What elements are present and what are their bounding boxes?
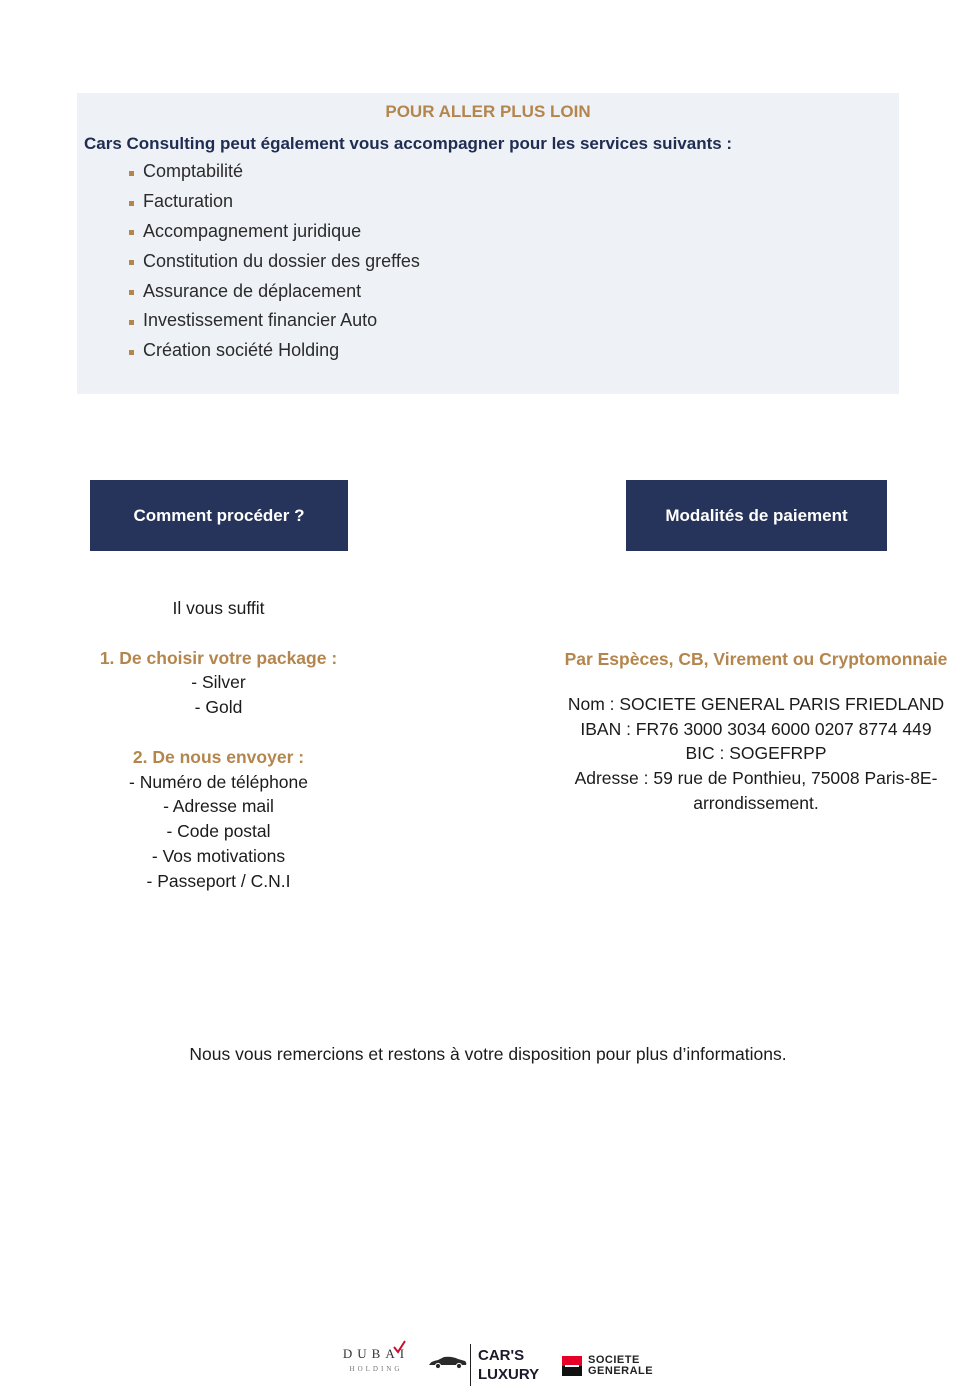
list-item: - Numéro de téléphone: [129, 771, 308, 792]
list-item: Constitution du dossier des greffes: [129, 246, 420, 276]
services-list: [129, 157, 420, 366]
step1-title: 1. De choisir votre package :: [99, 647, 338, 668]
bank-iban: IBAN : FR76 3000 3034 6000 0207 8774 449: [580, 718, 932, 739]
car-icon: [428, 1354, 468, 1370]
partner-logos: [330, 1340, 670, 1388]
closing-message: Nous vous remercions et restons à votre disposition pour plus d’informations.: [189, 1044, 787, 1064]
payment-section: [552, 647, 960, 816]
services-title: POUR ALLER PLUS LOIN: [385, 102, 591, 121]
how-to-proceed-button[interactable]: Comment procéder ?: [90, 480, 348, 551]
dubai-holding-logo: DUBAI HOLDING: [336, 1346, 416, 1373]
bank-bic: BIC : SOGEFRPP: [685, 743, 827, 764]
list-item: Comptabilité: [129, 157, 420, 187]
list-item: Facturation: [129, 187, 420, 217]
list-item: Assurance de déplacement: [129, 276, 420, 306]
package-gold: - Gold: [194, 697, 243, 718]
square-bullet-icon: [129, 290, 134, 295]
cars-luxury-logo: CAR'S LUXURY: [478, 1347, 540, 1383]
logo-divider: [470, 1344, 471, 1386]
procedure-section: [60, 596, 377, 894]
payment-methods: Par Espèces, CB, Virement ou Cryptomonnaie: [564, 649, 948, 669]
step2-title: 2. De nous envoyer :: [132, 746, 305, 767]
bank-address-cont: arrondissement.: [693, 792, 819, 813]
square-bullet-icon: [129, 201, 134, 206]
square-bullet-icon: [129, 171, 134, 176]
list-item: - Vos motivations: [151, 845, 286, 866]
list-item: - Adresse mail: [163, 796, 274, 817]
services-panel: [77, 93, 899, 394]
list-item: - Code postal: [166, 821, 271, 842]
societe-generale-logo: SOCIETE GENERALE: [588, 1354, 654, 1377]
list-item: - Passeport / C.N.I: [146, 870, 291, 891]
square-bullet-icon: [129, 320, 134, 325]
list-item: Investissement financier Auto: [129, 306, 420, 336]
package-silver: - Silver: [191, 672, 246, 693]
bank-name: Nom : SOCIETE GENERAL PARIS FRIEDLAND: [567, 693, 945, 714]
bank-address: Adresse : 59 rue de Ponthieu, 75008 Paris-8E-: [574, 768, 938, 789]
procedure-intro: Il vous suffit: [172, 598, 265, 618]
payment-methods-button[interactable]: Modalités de paiement: [626, 480, 887, 551]
checkmark-icon: [392, 1340, 406, 1354]
societe-generale-mark-icon: [562, 1356, 582, 1376]
square-bullet-icon: [129, 350, 134, 355]
services-intro: Cars Consulting peut également vous accompagner pour les services suivants :: [84, 134, 733, 153]
list-item: Accompagnement juridique: [129, 217, 420, 247]
square-bullet-icon: [129, 230, 134, 235]
list-item: Création société Holding: [129, 336, 420, 366]
square-bullet-icon: [129, 260, 134, 265]
